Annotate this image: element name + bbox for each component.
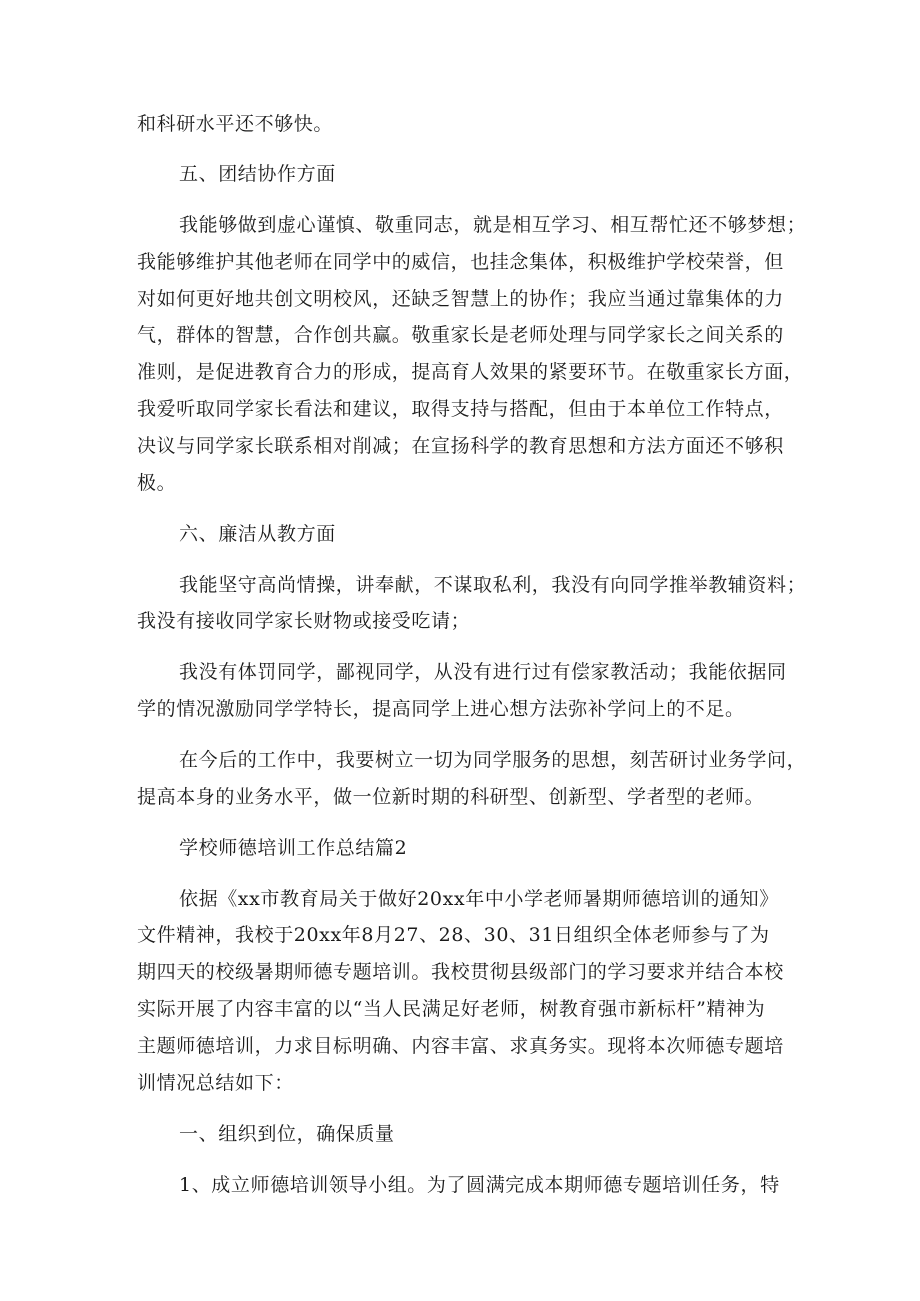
body-text-line: 对如何更好地共创文明校风，还缺乏智慧上的协作；我应当通过靠集体的力: [137, 288, 784, 310]
body-text-line: 我能够维护其他老师在同学中的威信，也挂念集体，积极维护学校荣誉，但: [137, 251, 784, 273]
body-text-line: 实际开展了内容丰富的以“当人民满足好老师，树教育强市新标杆”精神为: [137, 998, 766, 1020]
body-text-line: 我没有接收同学家长财物或接受吃请；: [137, 610, 471, 632]
body-text-line: 文件精神，我校于20xx年8月27、28、30、31日组织全体老师参与了为: [137, 924, 770, 946]
body-text-line: 决议与同学家长联系相对削减；在宣扬科学的教育思想和方法方面还不够积: [137, 435, 784, 457]
section-heading: 一、组织到位，确保质量: [179, 1123, 395, 1145]
body-text-line: 提高本身的业务水平，做一位新时期的科研型、创新型、学者型的老师。: [137, 786, 765, 808]
body-text-line: 依据《xx市教育局关于做好20xx年中小学老师暑期师德培训的通知》: [179, 888, 779, 910]
article-title: 学校师德培训工作总结篇2: [179, 837, 408, 859]
body-text-line: 极。: [137, 472, 177, 494]
body-text-line: 和科研水平还不够快。: [137, 113, 334, 135]
body-text-line: 主题师德培训，力求目标明确、内容丰富、求真务实。现将本次师德专题培: [137, 1035, 784, 1057]
body-text-line: 我能坚守高尚情操，讲奉献，不谋取私利，我没有向同学推举教辅资料；: [179, 574, 807, 596]
section-heading: 五、团结协作方面: [179, 163, 336, 185]
section-heading: 六、廉洁从教方面: [179, 523, 336, 545]
body-text-line: 准则，是促进教育合力的形成，提高育人效果的紧要环节。在敬重家长方面，: [137, 361, 804, 383]
body-text-line: 1、成立师德培训领导小组。为了圆满完成本期师德专题培训任务，特: [179, 1174, 780, 1196]
body-text-line: 期四天的校级暑期师德专题培训。我校贯彻县级部门的学习要求并结合本校: [137, 961, 784, 983]
body-text-line: 学的情况激励同学学特长，提高同学上进心想方法弥补学问上的不足。: [137, 698, 745, 720]
body-text-line: 我没有体罚同学，鄙视同学，从没有进行过有偿家教活动；我能依据同: [179, 661, 787, 683]
body-text-line: 气，群体的智慧，合作创共赢。敬重家长是老师处理与同学家长之间关系的: [137, 324, 784, 346]
body-text-line: 我爱听取同学家长看法和建议，取得支持与搭配，但由于本单位工作特点，: [137, 398, 784, 420]
body-text-line: 训情况总结如下：: [137, 1072, 294, 1094]
body-text-line: 在今后的工作中，我要树立一切为同学服务的思想，刻苦研讨业务学问，: [179, 749, 807, 771]
body-text-line: 我能够做到虚心谨慎、敬重同志，就是相互学习、相互帮忙还不够梦想；: [179, 214, 807, 236]
